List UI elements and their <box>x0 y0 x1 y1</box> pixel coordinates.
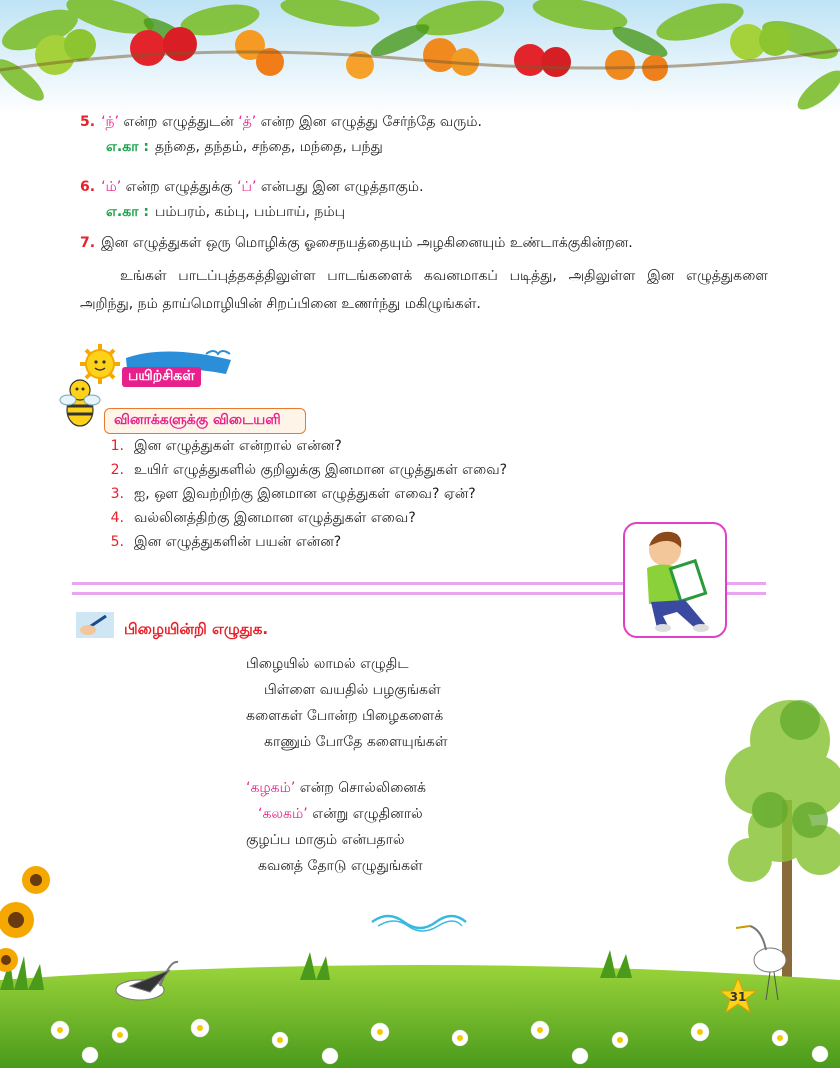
list-item: 2. உயிர் எழுத்துகளில் குறிலுக்கு இனமான எழுத்துகள் எவை? <box>110 462 508 478</box>
poem-line: களைகள் போன்ற பிழைகளைக் <box>246 708 444 724</box>
poem-line: ‘கலகம்’ என்று எழுதினால் <box>258 806 423 822</box>
poem-line: கவனத் தோடு எழுதுங்கள் <box>258 858 423 874</box>
rule-5-example: எ.கா : தந்தை, தந்தம், சந்தை, மந்தை, பந்து <box>106 139 383 155</box>
reading-boy-frame <box>623 522 727 638</box>
advice-paragraph: உங்கள் பாடப்புத்தகத்திலுள்ள பாடங்களைக் கவனமாகப் படித்து, அதிலுள்ள இன எழுத்துகளை அறிந்து, நம் தாய்மொழியின் சிறப்பினை உணர்ந்து மகிழுங்கள். <box>80 268 768 312</box>
rule-5: 5. ‘ந்’ என்ற எழுத்துடன் ‘த்’ என்ற இன எழுத்து சேர்ந்தே வரும். <box>80 114 482 130</box>
poem-stanza-1 <box>246 651 448 755</box>
exercise-heading: பயிற்சிகள் <box>122 367 201 387</box>
writing-hand-icon <box>76 612 114 638</box>
letter-quote: ‘ம்’ <box>101 179 122 195</box>
rule-number: 5. <box>80 114 96 130</box>
top-fruit-branch-illustration <box>0 0 840 115</box>
rule-number: 6. <box>80 179 96 195</box>
rule-6-example: எ.கா : பம்பரம், கம்பு, பம்பாய், நம்பு <box>106 204 346 220</box>
letter-quote: ‘ந்’ <box>101 114 119 130</box>
grass-flowers-illustration <box>0 860 840 1068</box>
qa-title: வினாக்களுக்கு விடையளி <box>114 412 281 428</box>
list-item: 4. வல்லினத்திற்கு இனமான எழுத்துகள் எவை? <box>110 510 416 526</box>
rule-7: 7. இன எழுத்துகள் ஒரு மொழிக்கு ஓசைநயத்தையும் அழகினையும் உண்டாக்குகின்றன. <box>80 235 633 251</box>
poem-line: குழப்ப மாகும் என்பதால் <box>246 832 405 848</box>
poem-line: பிள்ளை வயதில் பழகுங்கள் <box>264 682 441 698</box>
question-list <box>98 434 507 554</box>
page-number: 31 <box>729 990 747 1004</box>
list-item: 3. ஐ, ஔ இவற்றிற்கு இனமான எழுத்துகள் எவை? ஏன்? <box>110 486 476 502</box>
reading-boy-icon <box>625 524 725 636</box>
write-heading: பிழையின்றி எழுதுக. <box>124 620 269 638</box>
poem-line: காணும் போதே களையுங்கள் <box>264 734 448 750</box>
poem-line: பிழையில் லாமல் எழுதிட <box>246 656 409 672</box>
letter-quote: ‘ப்’ <box>237 179 257 195</box>
list-item: 5. இன எழுத்துகளின் பயன் என்ன? <box>110 534 342 550</box>
letter-quote: ‘த்’ <box>238 114 257 130</box>
rule-6: 6. ‘ம்’ என்ற எழுத்துக்கு ‘ப்’ என்பது இன எழுத்தாகும். <box>80 179 424 195</box>
list-item: 1. இன எழுத்துகள் என்றால் என்ன? <box>110 438 342 454</box>
poem-line: ‘கழகம்’ என்ற சொல்லினைக் <box>246 780 426 796</box>
